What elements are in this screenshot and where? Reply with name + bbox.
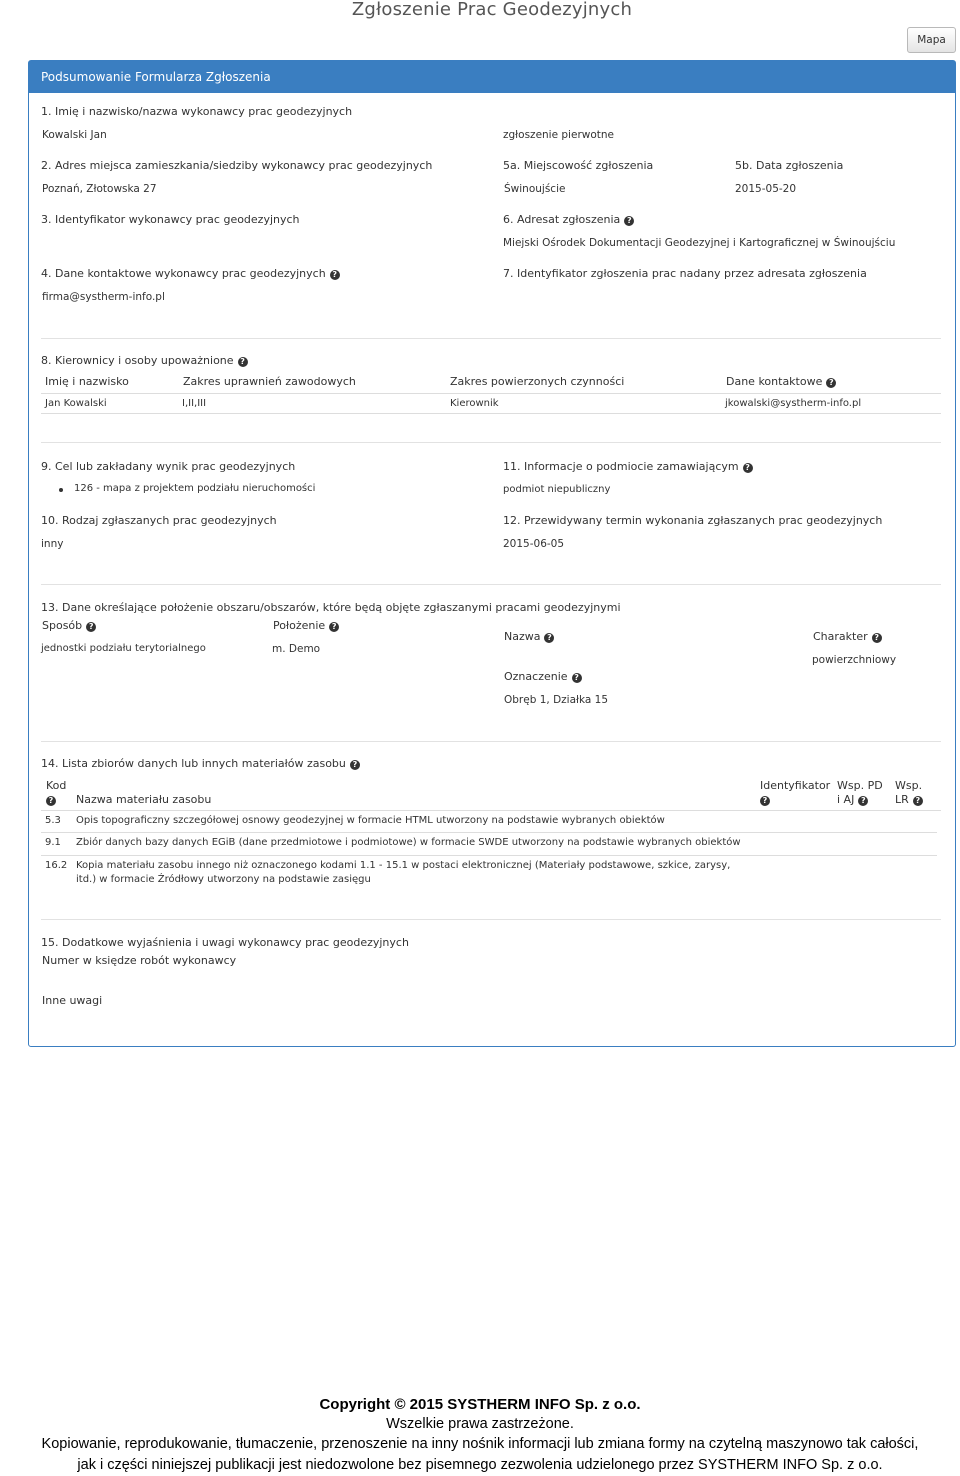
summary-panel — [28, 60, 956, 1047]
list-bullet — [59, 488, 63, 492]
footer-rights: Wszelkie prawa zastrzeżone. — [386, 1416, 574, 1432]
method-label: Sposób — [42, 619, 83, 632]
planned-completion-date: 2015-06-05 — [503, 538, 565, 550]
divider — [41, 741, 941, 742]
contractor-address: Poznań, Złotowska 27 — [42, 183, 157, 195]
managers-col-name: Imię i nazwisko — [45, 375, 129, 388]
help-icon[interactable]: ? — [330, 270, 340, 280]
help-icon[interactable]: ? — [743, 463, 753, 473]
divider — [41, 919, 941, 920]
section5a-label: 5a. Miejscowość zgłoszenia — [503, 159, 654, 172]
work-purpose-item: 126 - mapa z projektem podziału nieruchomości — [74, 483, 316, 494]
table-header-divider — [41, 810, 941, 811]
designation-heading — [504, 670, 582, 683]
help-icon[interactable]: ? — [760, 796, 770, 806]
managers-col-duties: Zakres powierzonych czynności — [450, 375, 625, 388]
help-icon[interactable]: ? — [872, 633, 882, 643]
section3-label: 3. Identyfikator wykonawcy prac geodezyjnych — [41, 213, 300, 226]
submission-city: Świnoujście — [504, 183, 566, 195]
help-icon[interactable]: ? — [572, 673, 582, 683]
materials-col-pd-aj-label: i AJ — [837, 793, 855, 806]
material-name-continued: itd.) w formacie Źródłowy utworzony na podstawie zasięgu — [76, 874, 371, 885]
footer-notice-line2: jak i części niniejszej publikacji jest niedozwolone bez pisemnego zezwolenia udzielonego przez SYSTHERM INFO Sp. z o.o. — [77, 1457, 883, 1473]
help-icon[interactable]: ? — [329, 622, 339, 632]
footer-notice-line1: Kopiowanie, reprodukowanie, tłumaczenie, przenoszenie na inny nośnik informacji lub zmiana formy na czytelną maszynowo tak całości, — [41, 1436, 919, 1452]
help-icon[interactable]: ? — [913, 796, 923, 806]
section13-label: 13. Dane określające położenie obszaru/obszarów, które będą objęte zgłaszanymi pracami geodezyjnymi — [41, 601, 621, 614]
table-row-divider — [41, 832, 937, 833]
manager-duties: Kierownik — [450, 398, 499, 409]
help-icon[interactable]: ? — [624, 216, 634, 226]
material-name: Zbiór danych bazy danych EGiB (dane przedmiotowe i podmiotowe) w formacie SWDE utworzony na podstawie wybranych obiektów — [76, 837, 741, 848]
location-label: Położenie — [273, 619, 326, 632]
managers-col-contact: Dane kontaktowe — [726, 375, 823, 388]
table-row-divider — [41, 413, 941, 414]
materials-col-lr-label: LR — [895, 793, 909, 806]
manager-contact: jkowalski@systherm-info.pl — [725, 398, 862, 409]
help-icon[interactable]: ? — [544, 633, 554, 643]
map-button[interactable]: Mapa — [907, 27, 956, 53]
character-label: Charakter — [813, 630, 868, 643]
submission-date: 2015-05-20 — [735, 183, 797, 195]
help-icon[interactable]: ? — [858, 796, 868, 806]
ordering-party: podmiot niepubliczny — [503, 484, 611, 495]
section8-label: 8. Kierownicy i osoby upoważnione — [41, 354, 234, 367]
materials-col-code: Kod — [46, 779, 67, 792]
section2-label: 2. Adres miejsca zamieszkania/siedziby wykonawcy prac geodezyjnych — [41, 159, 433, 172]
divider — [41, 584, 941, 585]
location-heading — [273, 619, 339, 632]
section6-label: 6. Adresat zgłoszenia — [503, 213, 621, 226]
section10-label: 10. Rodzaj zgłaszanych prac geodezyjnych — [41, 514, 277, 527]
table-header-divider — [41, 393, 941, 394]
submission-type: zgłoszenie pierwotne — [503, 129, 614, 141]
character-value: powierzchniowy — [812, 654, 897, 666]
materials-col-name: Nazwa materiału zasobu — [76, 793, 212, 806]
divider — [41, 338, 941, 339]
section11-heading — [503, 460, 753, 473]
materials-col-identifier-help — [760, 793, 770, 806]
page-title: Zgłoszenie Prac Geodezyjnych — [351, 0, 633, 20]
section4-heading — [41, 267, 340, 280]
section6-heading — [503, 213, 634, 226]
table-row-divider — [41, 855, 937, 856]
material-code: 5.3 — [45, 815, 61, 826]
method-value: jednostki podziału terytorialnego — [41, 643, 206, 654]
location-value: m. Demo — [272, 643, 321, 655]
materials-col-lr-line1: Wsp. — [895, 779, 923, 792]
name-label: Nazwa — [504, 630, 541, 643]
section7-label: 7. Identyfikator zgłoszenia prac nadany przez adresata zgłoszenia — [503, 267, 867, 280]
designation-value: Obręb 1, Działka 15 — [504, 694, 609, 706]
divider — [41, 442, 941, 443]
materials-col-code-help — [46, 793, 56, 806]
section4-label: 4. Dane kontaktowe wykonawcy prac geodezyjnych — [41, 267, 326, 280]
name-heading — [504, 630, 554, 643]
character-heading — [813, 630, 882, 643]
managers-col-qualifications: Zakres uprawnień zawodowych — [183, 375, 356, 388]
materials-col-lr-line2 — [895, 793, 923, 806]
section9-label: 9. Cel lub zakładany wynik prac geodezyjnych — [41, 460, 296, 473]
other-notes-label: Inne uwagi — [42, 994, 103, 1007]
section12-label: 12. Przewidywany termin wykonania zgłaszanych prac geodezyjnych — [503, 514, 883, 527]
help-icon[interactable]: ? — [350, 760, 360, 770]
help-icon[interactable]: ? — [86, 622, 96, 632]
material-code: 9.1 — [45, 837, 61, 848]
materials-col-identifier: Identyfikator — [760, 779, 831, 792]
section1-label: 1. Imię i nazwisko/nazwa wykonawcy prac geodezyjnych — [41, 105, 353, 118]
section15-label: 15. Dodatkowe wyjaśnienia i uwagi wykonawcy prac geodezyjnych — [41, 936, 409, 949]
book-number-label: Numer w księdze robót wykonawcy — [42, 954, 237, 967]
addressee-value: Miejski Ośrodek Dokumentacji Geodezyjnej i Kartograficznej w Świnoujściu — [503, 237, 896, 249]
section14-heading — [41, 757, 360, 770]
manager-qualifications: I,II,III — [182, 398, 207, 409]
contact-email: firma@systherm-info.pl — [42, 291, 165, 303]
designation-label: Oznaczenie — [504, 670, 568, 683]
materials-col-pd-aj-line2 — [837, 793, 868, 806]
contractor-name: Kowalski Jan — [42, 129, 107, 141]
materials-col-pd-aj-line1: Wsp. PD — [837, 779, 883, 792]
method-heading — [42, 619, 96, 632]
material-name: Opis topograficzny szczegółowej osnowy geodezyjnej w formacie HTML utworzony na podstawie wybranych obiektów — [76, 815, 665, 826]
section8-heading — [41, 354, 248, 367]
section5b-label: 5b. Data zgłoszenia — [735, 159, 844, 172]
footer-copyright: Copyright © 2015 SYSTHERM INFO Sp. z o.o. — [319, 1396, 641, 1413]
help-icon[interactable]: ? — [238, 357, 248, 367]
section11-label: 11. Informacje o podmiocie zamawiającym — [503, 460, 739, 473]
material-code: 16.2 — [45, 860, 68, 871]
help-icon[interactable]: ? — [46, 796, 56, 806]
work-type: inny — [41, 538, 64, 550]
help-icon[interactable]: ? — [826, 378, 836, 388]
manager-name: Jan Kowalski — [45, 398, 107, 409]
managers-col-contact-heading — [726, 375, 836, 388]
material-name: Kopia materiału zasobu innego niż oznaczonego kodami 1.1 - 15.1 w postaci elektronicznej (Materiały podstawowe, szkice, zarysy, — [76, 860, 731, 871]
section14-label: 14. Lista zbiorów danych lub innych materiałów zasobu — [41, 757, 346, 770]
panel-title: Podsumowanie Formularza Zgłoszenia — [29, 61, 955, 93]
